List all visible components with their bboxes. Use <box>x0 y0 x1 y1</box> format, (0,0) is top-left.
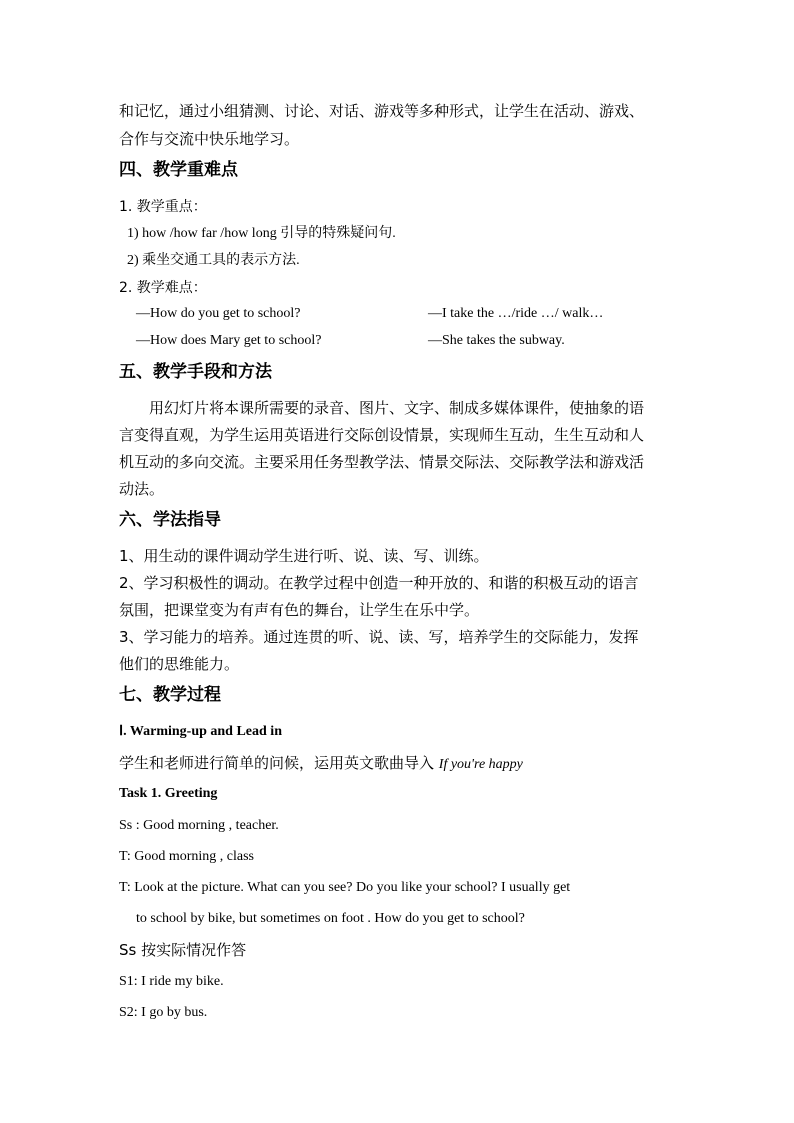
dialogue-line-3b: to school by bike, but sometimes on foot . How do you get to school? <box>136 911 525 926</box>
step-1-title: Ⅰ. Warming-up and Lead in <box>119 724 282 739</box>
dialogue-line-6: S2: I go by bus. <box>119 1005 208 1020</box>
study-method-item-2-line-2: 氛围，把课堂变为有声有色的舞台，让学生在乐中学。 <box>119 601 480 619</box>
intro-line-1: 和记忆，通过小组猜测、讨论、对话、游戏等多种形式，让学生在活动、游戏、 <box>119 102 645 120</box>
study-method-item-3-line-2: 他们的思维能力。 <box>119 655 240 673</box>
song-title: If you're happy <box>438 757 523 772</box>
step-1-description <box>119 753 523 775</box>
difficult-points-label: 2. 教学难点： <box>119 280 207 296</box>
dialog-question-2: —How does Mary get to school? <box>136 333 322 348</box>
dialog-answer-2: —She takes the subway. <box>428 333 565 348</box>
task-1-title: Task 1. Greeting <box>119 786 218 801</box>
section-5-heading: 五、教学手段和方法 <box>119 362 272 382</box>
study-method-item-1: 1、用生动的课件调动学生进行听、说、读、写、训练。 <box>119 547 489 565</box>
dialogue-line-5: S1: I ride my bike. <box>119 974 224 989</box>
study-method-item-2-line-1: 2、学习积极性的调动。在教学过程中创造一种开放的、和谐的积极互动的语言 <box>119 574 639 592</box>
section-4-heading: 四、教学重难点 <box>119 160 238 180</box>
dialog-question-1: —How do you get to school? <box>136 306 301 321</box>
section-5-line-3: 机互动的多向交流。主要采用任务型教学法、情景交际法、交际教学法和游戏活 <box>119 453 645 471</box>
dialogue-line-2: T: Good morning , class <box>119 849 255 864</box>
study-method-item-3-line-1: 3、学习能力的培养。通过连贯的听、说、读、写，培养学生的交际能力，发挥 <box>119 628 639 646</box>
section-5-line-1: 用幻灯片将本课所需要的录音、图片、文字、制成多媒体课件，使抽象的语 <box>149 399 645 417</box>
section-5-line-2: 言变得直观，为学生运用英语进行交际创设情景，实现师生互动，生生互动和人 <box>119 426 645 444</box>
section-5-line-4: 动法。 <box>119 480 165 498</box>
section-7-heading: 七、教学过程 <box>119 685 221 705</box>
step-1-description-text: 学生和老师进行简单的问候，运用英文歌曲导入 <box>119 754 439 772</box>
section-6-heading: 六、学法指导 <box>119 510 221 530</box>
dialogue-line-3a: T: Look at the picture. What can you see? Do you like your school? I usually get <box>119 880 571 895</box>
intro-line-2: 合作与交流中快乐地学习。 <box>119 130 300 148</box>
key-point-2: 2) 乘坐交通工具的表示方法. <box>127 253 300 268</box>
dialogue-line-1: Ss : Good morning , teacher. <box>119 818 279 833</box>
key-points-label: 1. 教学重点： <box>119 199 207 215</box>
dialogue-line-4: Ss 按实际情况作答 <box>119 941 247 959</box>
key-point-1: 1) how /how far /how long 引导的特殊疑问句. <box>127 226 396 241</box>
dialog-answer-1: —I take the …/ride …/ walk… <box>428 306 604 321</box>
